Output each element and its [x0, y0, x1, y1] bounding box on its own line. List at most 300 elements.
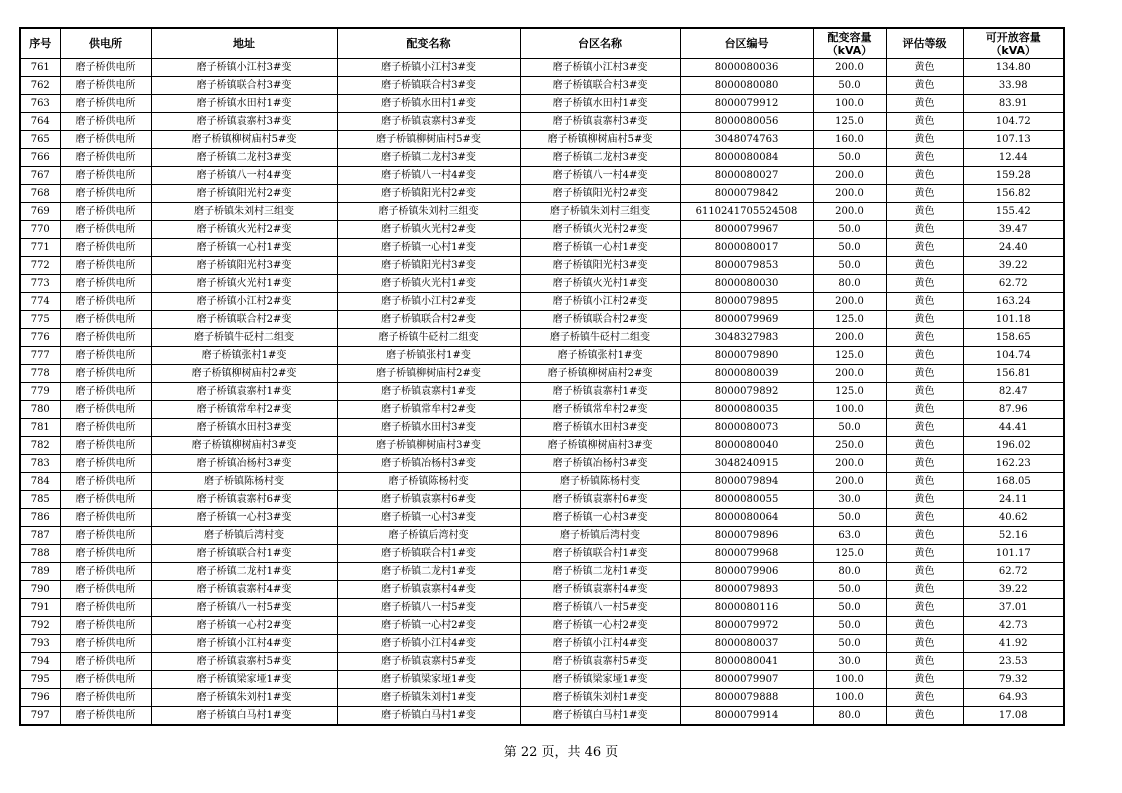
cell-capacity: 160.0 [813, 131, 886, 149]
cell-open-capacity: 62.72 [963, 563, 1064, 581]
cell-capacity: 50.0 [813, 599, 886, 617]
table-row [20, 383, 1064, 401]
cell-open-capacity: 23.53 [963, 653, 1064, 671]
cell-address: 磨子桥镇小江村3#变 [151, 59, 337, 77]
cell-area-name: 磨子桥镇陈杨村变 [520, 473, 680, 491]
table-row [20, 437, 1064, 455]
cell-supplier: 磨子桥供电所 [60, 437, 151, 455]
cell-transformer-name: 磨子桥镇火光村1#变 [337, 275, 520, 293]
cell-address: 磨子桥镇柳树庙村2#变 [151, 365, 337, 383]
cell-level: 黄色 [886, 545, 963, 563]
cell-capacity: 30.0 [813, 491, 886, 509]
cell-address: 磨子桥镇联合村2#变 [151, 311, 337, 329]
table-row [20, 635, 1064, 653]
cell-area-code: 3048240915 [680, 455, 813, 473]
cell-level: 黄色 [886, 419, 963, 437]
cell-transformer-name: 磨子桥镇一心村1#变 [337, 239, 520, 257]
header-transformer-name: 配变名称 [337, 28, 520, 59]
table-row [20, 131, 1064, 149]
cell-open-capacity: 62.72 [963, 275, 1064, 293]
cell-supplier: 磨子桥供电所 [60, 95, 151, 113]
cell-supplier: 磨子桥供电所 [60, 77, 151, 95]
cell-level: 黄色 [886, 113, 963, 131]
cell-area-code: 8000079906 [680, 563, 813, 581]
table-header-row [20, 28, 1064, 59]
cell-area-name: 磨子桥镇袁寨村5#变 [520, 653, 680, 671]
cell-level: 黄色 [886, 293, 963, 311]
cell-area-code: 8000079912 [680, 95, 813, 113]
cell-seq: 767 [20, 167, 60, 185]
cell-level: 黄色 [886, 203, 963, 221]
cell-area-name: 磨子桥镇八一村4#变 [520, 167, 680, 185]
cell-area-name: 磨子桥镇张村1#变 [520, 347, 680, 365]
cell-address: 磨子桥镇小江村2#变 [151, 293, 337, 311]
cell-area-name: 磨子桥镇二龙村1#变 [520, 563, 680, 581]
cell-area-code: 8000079842 [680, 185, 813, 203]
cell-capacity: 200.0 [813, 293, 886, 311]
table-row [20, 707, 1064, 726]
cell-area-code: 8000080064 [680, 509, 813, 527]
table-row [20, 617, 1064, 635]
cell-supplier: 磨子桥供电所 [60, 473, 151, 491]
cell-transformer-name: 磨子桥镇水田村3#变 [337, 419, 520, 437]
cell-level: 黄色 [886, 59, 963, 77]
table-row [20, 329, 1064, 347]
cell-address: 磨子桥镇阳光村2#变 [151, 185, 337, 203]
cell-supplier: 磨子桥供电所 [60, 239, 151, 257]
cell-capacity: 125.0 [813, 545, 886, 563]
cell-supplier: 磨子桥供电所 [60, 545, 151, 563]
cell-address: 磨子桥镇二龙村1#变 [151, 563, 337, 581]
table-row [20, 167, 1064, 185]
cell-supplier: 磨子桥供电所 [60, 167, 151, 185]
cell-area-code: 8000079914 [680, 707, 813, 726]
cell-area-code: 8000080055 [680, 491, 813, 509]
cell-level: 黄色 [886, 491, 963, 509]
cell-capacity: 80.0 [813, 707, 886, 726]
cell-address: 磨子桥镇袁寨村5#变 [151, 653, 337, 671]
cell-supplier: 磨子桥供电所 [60, 185, 151, 203]
table-row [20, 599, 1064, 617]
cell-seq: 773 [20, 275, 60, 293]
cell-seq: 792 [20, 617, 60, 635]
table-row [20, 113, 1064, 131]
cell-transformer-name: 磨子桥镇张村1#变 [337, 347, 520, 365]
cell-area-code: 8000080080 [680, 77, 813, 95]
cell-transformer-name: 磨子桥镇阳光村2#变 [337, 185, 520, 203]
cell-supplier: 磨子桥供电所 [60, 365, 151, 383]
cell-capacity: 50.0 [813, 617, 886, 635]
cell-seq: 768 [20, 185, 60, 203]
cell-area-name: 磨子桥镇小江村3#变 [520, 59, 680, 77]
cell-area-name: 磨子桥镇水田村1#变 [520, 95, 680, 113]
cell-open-capacity: 156.81 [963, 365, 1064, 383]
cell-capacity: 200.0 [813, 59, 886, 77]
header-address: 地址 [151, 28, 337, 59]
table-body [20, 59, 1064, 726]
cell-open-capacity: 104.74 [963, 347, 1064, 365]
cell-capacity: 125.0 [813, 113, 886, 131]
table-row [20, 203, 1064, 221]
cell-supplier: 磨子桥供电所 [60, 59, 151, 77]
cell-address: 磨子桥镇小江村4#变 [151, 635, 337, 653]
cell-capacity: 50.0 [813, 509, 886, 527]
cell-level: 黄色 [886, 455, 963, 473]
cell-supplier: 磨子桥供电所 [60, 383, 151, 401]
table-row [20, 365, 1064, 383]
cell-seq: 795 [20, 671, 60, 689]
cell-supplier: 磨子桥供电所 [60, 131, 151, 149]
cell-transformer-name: 磨子桥镇八一村5#变 [337, 599, 520, 617]
cell-transformer-name: 磨子桥镇朱刘村三组变 [337, 203, 520, 221]
cell-seq: 791 [20, 599, 60, 617]
cell-address: 磨子桥镇水田村1#变 [151, 95, 337, 113]
cell-address: 磨子桥镇张村1#变 [151, 347, 337, 365]
cell-capacity: 200.0 [813, 185, 886, 203]
cell-seq: 789 [20, 563, 60, 581]
cell-level: 黄色 [886, 149, 963, 167]
cell-seq: 793 [20, 635, 60, 653]
cell-capacity: 80.0 [813, 563, 886, 581]
cell-level: 黄色 [886, 383, 963, 401]
cell-capacity: 100.0 [813, 671, 886, 689]
cell-area-code: 8000080116 [680, 599, 813, 617]
cell-level: 黄色 [886, 671, 963, 689]
cell-address: 磨子桥镇朱刘村三组变 [151, 203, 337, 221]
cell-capacity: 250.0 [813, 437, 886, 455]
cell-open-capacity: 196.02 [963, 437, 1064, 455]
cell-area-name: 磨子桥镇牛砭村二组变 [520, 329, 680, 347]
cell-address: 磨子桥镇柳树庙村3#变 [151, 437, 337, 455]
cell-open-capacity: 41.92 [963, 635, 1064, 653]
cell-seq: 764 [20, 113, 60, 131]
cell-open-capacity: 42.73 [963, 617, 1064, 635]
cell-area-name: 磨子桥镇一心村3#变 [520, 509, 680, 527]
cell-seq: 794 [20, 653, 60, 671]
cell-supplier: 磨子桥供电所 [60, 491, 151, 509]
cell-area-name: 磨子桥镇一心村1#变 [520, 239, 680, 257]
table-row [20, 419, 1064, 437]
table-row [20, 293, 1064, 311]
cell-area-code: 8000079894 [680, 473, 813, 491]
cell-address: 磨子桥镇朱刘村1#变 [151, 689, 337, 707]
cell-capacity: 50.0 [813, 635, 886, 653]
cell-address: 磨子桥镇白马村1#变 [151, 707, 337, 726]
cell-address: 磨子桥镇火光村1#变 [151, 275, 337, 293]
cell-open-capacity: 101.18 [963, 311, 1064, 329]
cell-address: 磨子桥镇一心村2#变 [151, 617, 337, 635]
cell-seq: 784 [20, 473, 60, 491]
cell-capacity: 50.0 [813, 239, 886, 257]
cell-transformer-name: 磨子桥镇联合村3#变 [337, 77, 520, 95]
cell-supplier: 磨子桥供电所 [60, 527, 151, 545]
header-area-name: 台区名称 [520, 28, 680, 59]
cell-area-name: 磨子桥镇朱刘村1#变 [520, 689, 680, 707]
cell-level: 黄色 [886, 365, 963, 383]
cell-transformer-name: 磨子桥镇牛砭村二组变 [337, 329, 520, 347]
cell-address: 磨子桥镇柳树庙村5#变 [151, 131, 337, 149]
cell-address: 磨子桥镇八一村4#变 [151, 167, 337, 185]
cell-open-capacity: 64.93 [963, 689, 1064, 707]
cell-area-code: 8000079896 [680, 527, 813, 545]
header-level: 评估等级 [886, 28, 963, 59]
cell-supplier: 磨子桥供电所 [60, 617, 151, 635]
cell-level: 黄色 [886, 347, 963, 365]
cell-supplier: 磨子桥供电所 [60, 293, 151, 311]
cell-seq: 778 [20, 365, 60, 383]
cell-area-name: 磨子桥镇阳光村3#变 [520, 257, 680, 275]
cell-area-code: 8000080041 [680, 653, 813, 671]
cell-capacity: 200.0 [813, 329, 886, 347]
cell-supplier: 磨子桥供电所 [60, 509, 151, 527]
cell-capacity: 50.0 [813, 419, 886, 437]
cell-capacity: 80.0 [813, 275, 886, 293]
cell-open-capacity: 17.08 [963, 707, 1064, 726]
cell-level: 黄色 [886, 185, 963, 203]
cell-seq: 796 [20, 689, 60, 707]
cell-transformer-name: 磨子桥镇小江村2#变 [337, 293, 520, 311]
cell-capacity: 100.0 [813, 401, 886, 419]
header-capacity-line2: （kVA） [826, 43, 873, 57]
cell-open-capacity: 104.72 [963, 113, 1064, 131]
cell-supplier: 磨子桥供电所 [60, 563, 151, 581]
cell-area-name: 磨子桥镇梁家垭1#变 [520, 671, 680, 689]
cell-seq: 782 [20, 437, 60, 455]
cell-level: 黄色 [886, 239, 963, 257]
cell-supplier: 磨子桥供电所 [60, 653, 151, 671]
cell-level: 黄色 [886, 167, 963, 185]
cell-level: 黄色 [886, 311, 963, 329]
cell-address: 磨子桥镇八一村5#变 [151, 599, 337, 617]
cell-area-code: 8000080037 [680, 635, 813, 653]
cell-supplier: 磨子桥供电所 [60, 455, 151, 473]
cell-area-name: 磨子桥镇一心村2#变 [520, 617, 680, 635]
cell-seq: 766 [20, 149, 60, 167]
capacity-table [19, 27, 1065, 726]
table-row [20, 239, 1064, 257]
cell-seq: 761 [20, 59, 60, 77]
cell-seq: 776 [20, 329, 60, 347]
cell-area-name: 磨子桥镇袁寨村3#变 [520, 113, 680, 131]
cell-level: 黄色 [886, 617, 963, 635]
cell-transformer-name: 磨子桥镇袁寨村6#变 [337, 491, 520, 509]
cell-transformer-name: 磨子桥镇袁寨村5#变 [337, 653, 520, 671]
cell-seq: 783 [20, 455, 60, 473]
cell-capacity: 50.0 [813, 149, 886, 167]
cell-address: 磨子桥镇阳光村3#变 [151, 257, 337, 275]
cell-area-name: 磨子桥镇阳光村2#变 [520, 185, 680, 203]
cell-level: 黄色 [886, 473, 963, 491]
cell-address: 磨子桥镇二龙村3#变 [151, 149, 337, 167]
header-capacity [813, 28, 886, 59]
cell-area-code: 8000079853 [680, 257, 813, 275]
table-row [20, 473, 1064, 491]
cell-area-name: 磨子桥镇联合村3#变 [520, 77, 680, 95]
table-row [20, 545, 1064, 563]
cell-supplier: 磨子桥供电所 [60, 275, 151, 293]
cell-open-capacity: 168.05 [963, 473, 1064, 491]
cell-area-name: 磨子桥镇柳树庙村5#变 [520, 131, 680, 149]
cell-seq: 780 [20, 401, 60, 419]
cell-supplier: 磨子桥供电所 [60, 203, 151, 221]
table-row [20, 77, 1064, 95]
cell-capacity: 50.0 [813, 221, 886, 239]
cell-open-capacity: 24.40 [963, 239, 1064, 257]
cell-supplier: 磨子桥供电所 [60, 311, 151, 329]
cell-supplier: 磨子桥供电所 [60, 347, 151, 365]
cell-address: 磨子桥镇一心村3#变 [151, 509, 337, 527]
cell-open-capacity: 155.42 [963, 203, 1064, 221]
cell-address: 磨子桥镇袁寨村6#变 [151, 491, 337, 509]
cell-area-name: 磨子桥镇火光村1#变 [520, 275, 680, 293]
cell-open-capacity: 39.22 [963, 257, 1064, 275]
cell-capacity: 200.0 [813, 167, 886, 185]
cell-address: 磨子桥镇梁家垭1#变 [151, 671, 337, 689]
table-row [20, 491, 1064, 509]
cell-address: 磨子桥镇联合村1#变 [151, 545, 337, 563]
cell-area-code: 8000080084 [680, 149, 813, 167]
cell-area-code: 8000080030 [680, 275, 813, 293]
cell-area-code: 6110241705524508 [680, 203, 813, 221]
header-open-capacity-line1: 可开放容量 [985, 30, 1041, 44]
cell-address: 磨子桥镇一心村1#变 [151, 239, 337, 257]
table-row [20, 401, 1064, 419]
cell-supplier: 磨子桥供电所 [60, 221, 151, 239]
table-row [20, 59, 1064, 77]
cell-capacity: 200.0 [813, 473, 886, 491]
cell-area-code: 8000080017 [680, 239, 813, 257]
cell-area-code: 8000079893 [680, 581, 813, 599]
cell-supplier: 磨子桥供电所 [60, 635, 151, 653]
cell-level: 黄色 [886, 77, 963, 95]
cell-address: 磨子桥镇水田村3#变 [151, 419, 337, 437]
cell-seq: 762 [20, 77, 60, 95]
cell-transformer-name: 磨子桥镇柳树庙村3#变 [337, 437, 520, 455]
cell-level: 黄色 [886, 653, 963, 671]
cell-open-capacity: 44.41 [963, 419, 1064, 437]
cell-level: 黄色 [886, 221, 963, 239]
cell-area-code: 8000079972 [680, 617, 813, 635]
page-footer [0, 741, 1122, 760]
cell-transformer-name: 磨子桥镇后湾村变 [337, 527, 520, 545]
cell-area-name: 磨子桥镇联合村2#变 [520, 311, 680, 329]
cell-supplier: 磨子桥供电所 [60, 419, 151, 437]
cell-supplier: 磨子桥供电所 [60, 689, 151, 707]
cell-level: 黄色 [886, 527, 963, 545]
cell-capacity: 125.0 [813, 311, 886, 329]
cell-transformer-name: 磨子桥镇小江村4#变 [337, 635, 520, 653]
cell-area-name: 磨子桥镇袁寨村6#变 [520, 491, 680, 509]
cell-capacity: 125.0 [813, 383, 886, 401]
cell-open-capacity: 163.24 [963, 293, 1064, 311]
cell-open-capacity: 159.28 [963, 167, 1064, 185]
cell-capacity: 50.0 [813, 581, 886, 599]
cell-level: 黄色 [886, 581, 963, 599]
cell-capacity: 63.0 [813, 527, 886, 545]
cell-area-code: 8000079892 [680, 383, 813, 401]
cell-open-capacity: 40.62 [963, 509, 1064, 527]
cell-supplier: 磨子桥供电所 [60, 149, 151, 167]
cell-area-code: 8000080035 [680, 401, 813, 419]
cell-area-name: 磨子桥镇联合村1#变 [520, 545, 680, 563]
table-row [20, 689, 1064, 707]
cell-area-name: 磨子桥镇常牟村2#变 [520, 401, 680, 419]
cell-area-name: 磨子桥镇火光村2#变 [520, 221, 680, 239]
cell-capacity: 200.0 [813, 455, 886, 473]
cell-area-name: 磨子桥镇朱刘村三组变 [520, 203, 680, 221]
table-row [20, 455, 1064, 473]
cell-capacity: 100.0 [813, 95, 886, 113]
cell-transformer-name: 磨子桥镇袁寨村4#变 [337, 581, 520, 599]
cell-seq: 786 [20, 509, 60, 527]
header-seq: 序号 [20, 28, 60, 59]
cell-transformer-name: 磨子桥镇朱刘村1#变 [337, 689, 520, 707]
cell-transformer-name: 磨子桥镇联合村2#变 [337, 311, 520, 329]
cell-level: 黄色 [886, 95, 963, 113]
cell-area-name: 磨子桥镇白马村1#变 [520, 707, 680, 726]
cell-area-name: 磨子桥镇冶杨村3#变 [520, 455, 680, 473]
cell-area-code: 8000079969 [680, 311, 813, 329]
data-table-container [19, 27, 1065, 726]
cell-area-name: 磨子桥镇柳树庙村3#变 [520, 437, 680, 455]
cell-seq: 774 [20, 293, 60, 311]
cell-address: 磨子桥镇联合村3#变 [151, 77, 337, 95]
cell-seq: 788 [20, 545, 60, 563]
table-row [20, 221, 1064, 239]
cell-open-capacity: 33.98 [963, 77, 1064, 95]
cell-transformer-name: 磨子桥镇一心村2#变 [337, 617, 520, 635]
cell-open-capacity: 134.80 [963, 59, 1064, 77]
cell-address: 磨子桥镇陈杨村变 [151, 473, 337, 491]
cell-level: 黄色 [886, 509, 963, 527]
cell-transformer-name: 磨子桥镇袁寨村1#变 [337, 383, 520, 401]
cell-area-name: 磨子桥镇小江村2#变 [520, 293, 680, 311]
cell-address: 磨子桥镇袁寨村1#变 [151, 383, 337, 401]
table-row [20, 527, 1064, 545]
cell-transformer-name: 磨子桥镇水田村1#变 [337, 95, 520, 113]
cell-area-name: 磨子桥镇二龙村3#变 [520, 149, 680, 167]
cell-level: 黄色 [886, 437, 963, 455]
cell-transformer-name: 磨子桥镇八一村4#变 [337, 167, 520, 185]
cell-open-capacity: 162.23 [963, 455, 1064, 473]
table-row [20, 311, 1064, 329]
cell-area-name: 磨子桥镇袁寨村1#变 [520, 383, 680, 401]
cell-transformer-name: 磨子桥镇阳光村3#变 [337, 257, 520, 275]
cell-open-capacity: 101.17 [963, 545, 1064, 563]
table-row [20, 509, 1064, 527]
cell-address: 磨子桥镇袁寨村4#变 [151, 581, 337, 599]
cell-level: 黄色 [886, 275, 963, 293]
cell-transformer-name: 磨子桥镇小江村3#变 [337, 59, 520, 77]
table-row [20, 95, 1064, 113]
cell-open-capacity: 52.16 [963, 527, 1064, 545]
cell-level: 黄色 [886, 635, 963, 653]
cell-area-code: 8000079895 [680, 293, 813, 311]
cell-open-capacity: 12.44 [963, 149, 1064, 167]
cell-transformer-name: 磨子桥镇白马村1#变 [337, 707, 520, 726]
cell-area-code: 8000080040 [680, 437, 813, 455]
cell-seq: 797 [20, 707, 60, 726]
header-capacity-line1: 配变容量 [827, 30, 872, 44]
cell-supplier: 磨子桥供电所 [60, 401, 151, 419]
cell-open-capacity: 107.13 [963, 131, 1064, 149]
cell-capacity: 50.0 [813, 257, 886, 275]
cell-area-code: 8000080027 [680, 167, 813, 185]
cell-open-capacity: 156.82 [963, 185, 1064, 203]
cell-seq: 781 [20, 419, 60, 437]
cell-supplier: 磨子桥供电所 [60, 707, 151, 726]
cell-supplier: 磨子桥供电所 [60, 671, 151, 689]
